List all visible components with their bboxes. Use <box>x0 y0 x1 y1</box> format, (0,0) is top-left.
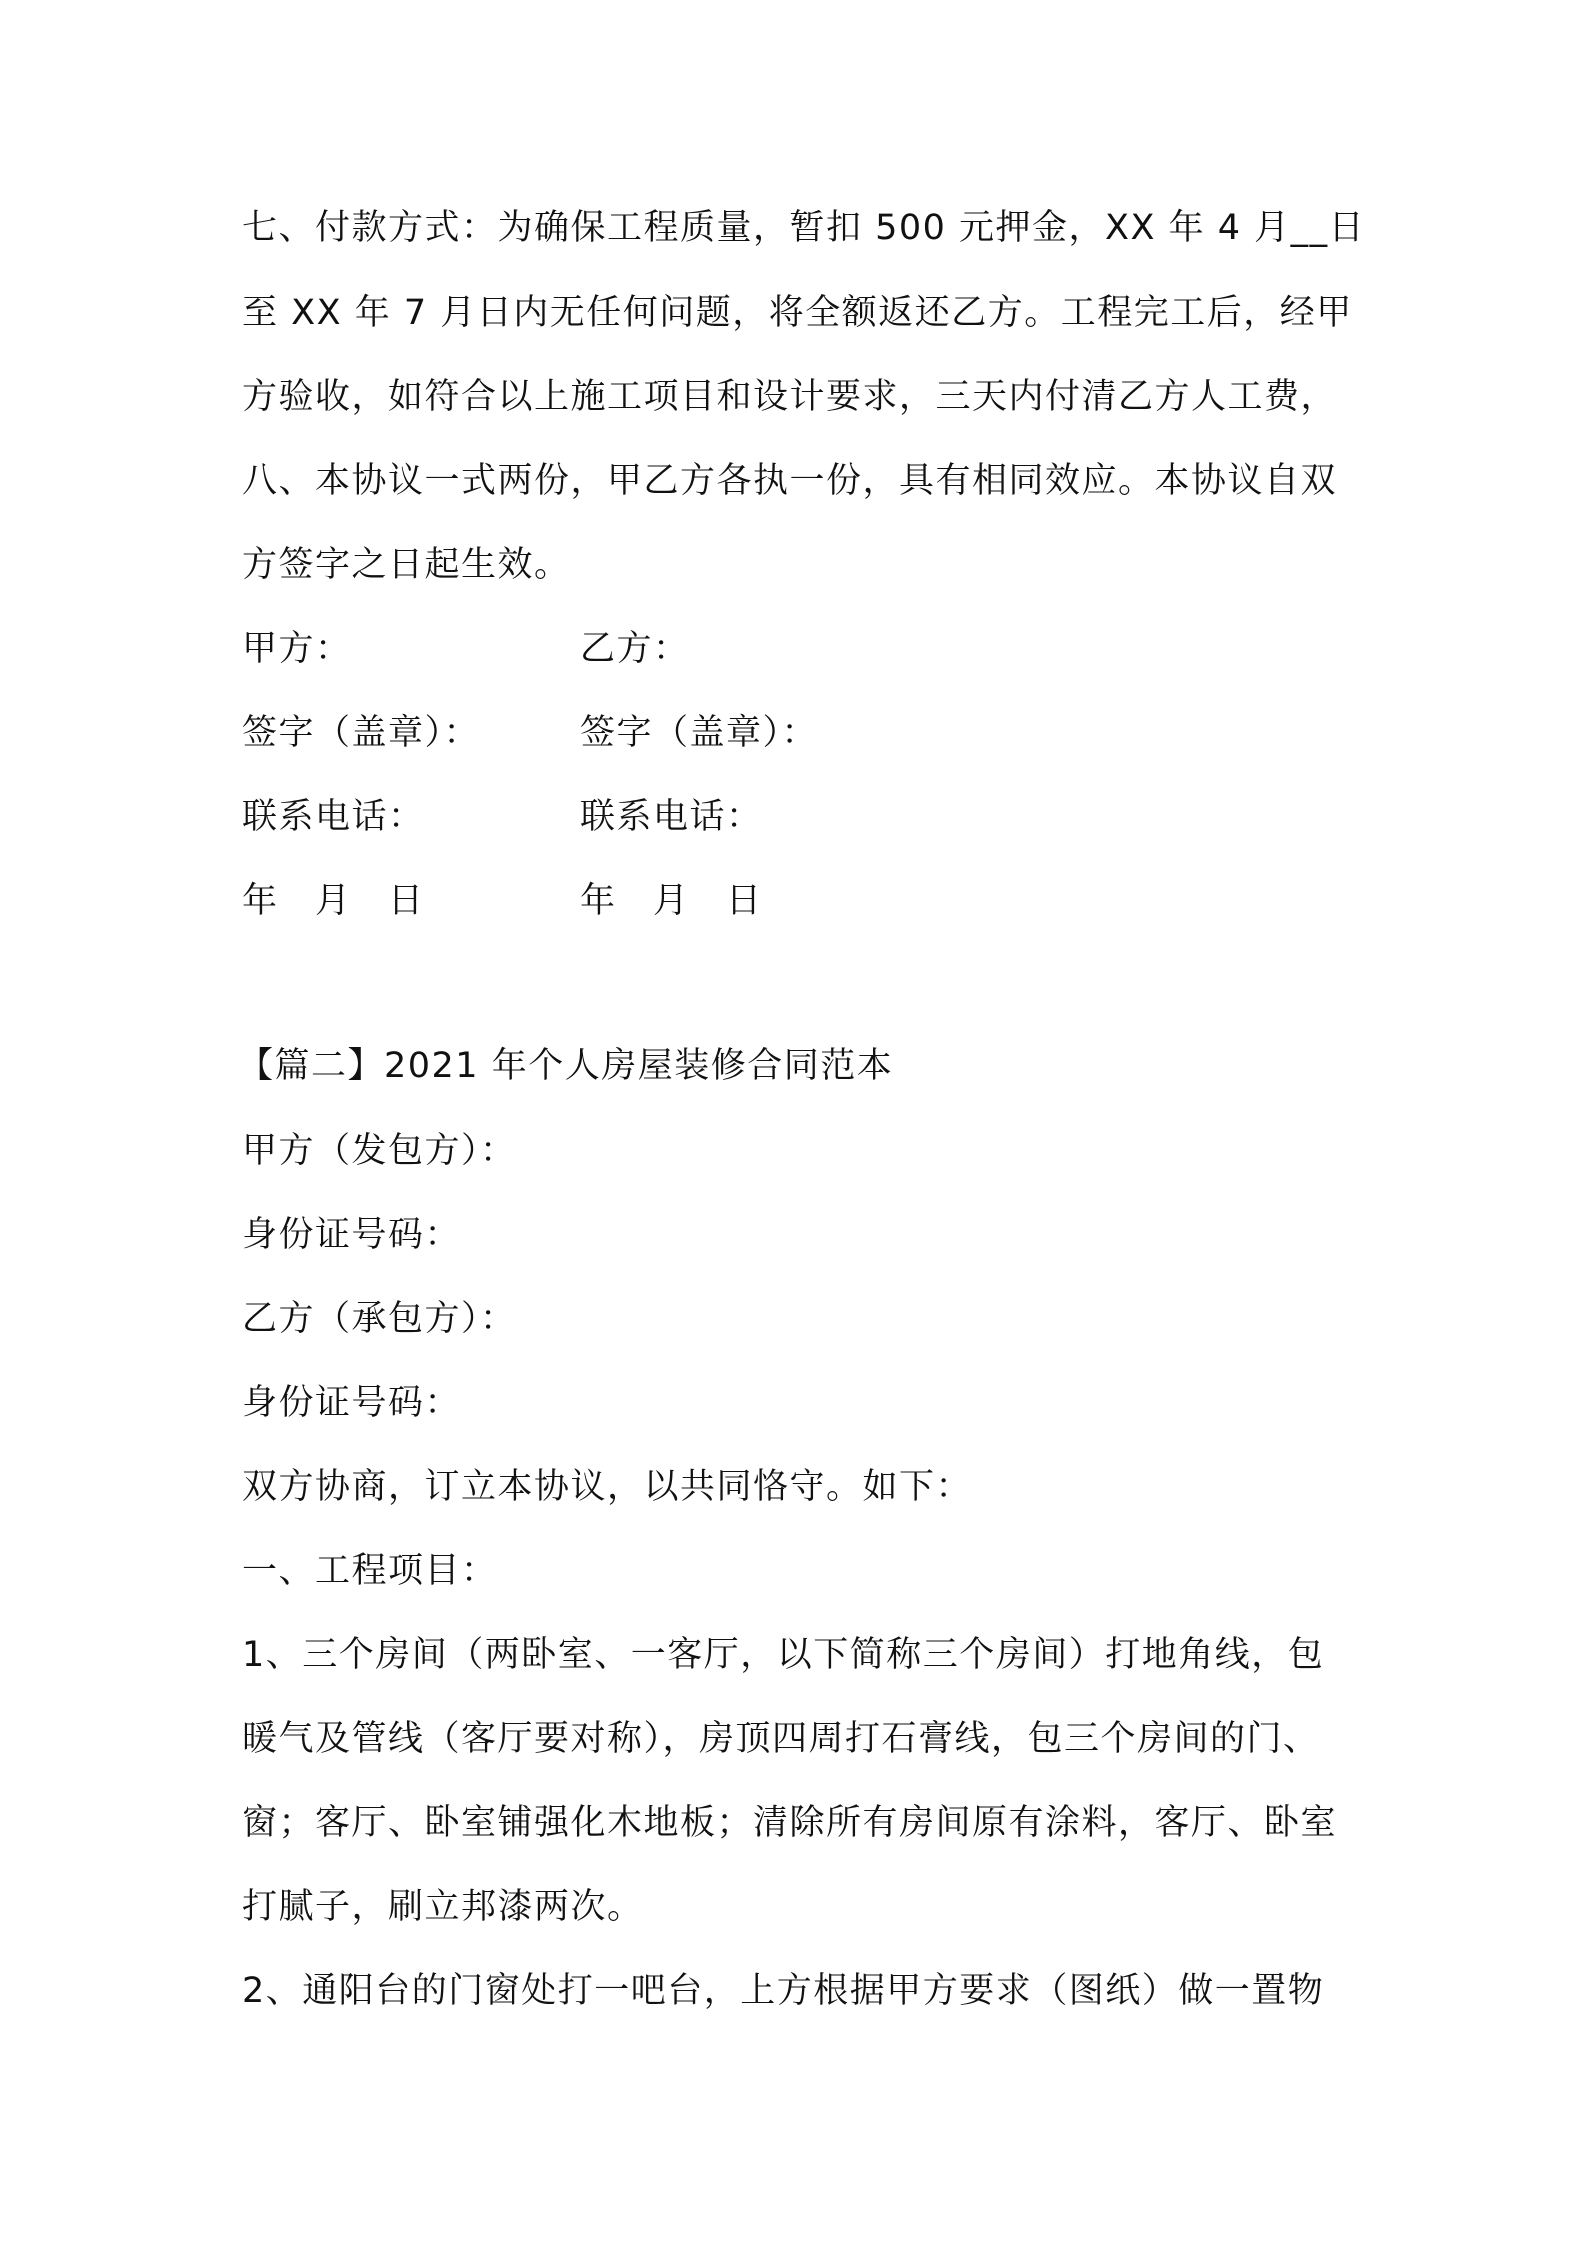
form-field-label: 乙方（承包方）： <box>242 1299 517 1339</box>
date-b-label: 年 月 日 <box>580 881 763 921</box>
paragraph-line: 打腻子，刷立邦漆两次。 <box>242 1887 644 1927</box>
paragraph-line: 至 XX 年 7 月日内无任何问题，将全额返还乙方。工程完工后，经甲 <box>242 293 1353 333</box>
form-field-label: 身份证号码： <box>242 1383 462 1423</box>
paragraph-line: 暖气及管线（客厅要对称），房顶四周打石膏线，包三个房间的门、 <box>242 1719 1320 1759</box>
signature-row-sign <box>242 710 1362 756</box>
paragraph-line: 八、本协议一式两份，甲乙方各执一份，具有相同效应。本协议自双 <box>242 461 1338 501</box>
sign-a-label: 签字（盖章）： <box>242 713 481 753</box>
party-b-label: 乙方： <box>580 629 690 669</box>
party-a-label: 甲方： <box>242 629 352 669</box>
date-a-label: 年 月 日 <box>242 881 425 921</box>
form-field-label: 身份证号码： <box>242 1215 462 1255</box>
paragraph-line: 2、通阳台的门窗处打一吧台，上方根据甲方要求（图纸）做一置物 <box>242 1971 1325 2011</box>
section-title: 一、工程项目： <box>242 1551 498 1591</box>
signature-row-party <box>242 626 1362 672</box>
intro-paragraph: 双方协商，订立本协议，以共同恪守。如下： <box>242 1467 973 1507</box>
form-field-label: 甲方（发包方）： <box>242 1131 517 1171</box>
phone-a-label: 联系电话： <box>242 797 425 837</box>
paragraph-line: 方签字之日起生效。 <box>242 545 571 585</box>
signature-row-date <box>242 878 1362 924</box>
signature-row-phone <box>242 794 1362 840</box>
paragraph-line: 方验收，如符合以上施工项目和设计要求，三天内付清乙方人工费， <box>242 377 1338 417</box>
phone-b-label: 联系电话： <box>580 797 763 837</box>
section-heading: 【篇二】2021 年个人房屋装修合同范本 <box>238 1046 894 1086</box>
paragraph-line: 七、付款方式：为确保工程质量，暂扣 500 元押金，XX 年 4 月__日 <box>242 208 1366 248</box>
sign-b-label: 签字（盖章）： <box>580 713 819 753</box>
paragraph-line: 窗；客厅、卧室铺强化木地板；清除所有房间原有涂料，客厅、卧室 <box>242 1803 1338 1843</box>
paragraph-line: 1、三个房间（两卧室、一客厅，以下简称三个房间）打地角线，包 <box>242 1635 1325 1675</box>
